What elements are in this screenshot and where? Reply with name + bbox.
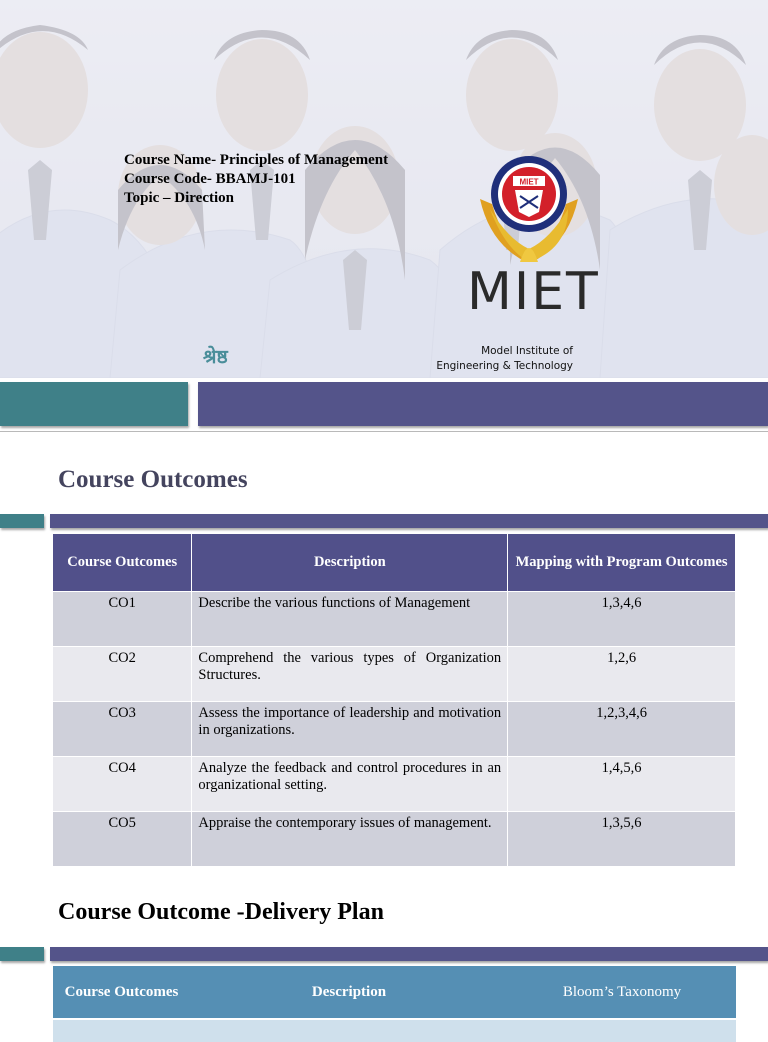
table-cell [53, 1019, 190, 1042]
table-row [53, 757, 736, 812]
section-title-delivery-plan: Course Outcome -Delivery Plan [58, 899, 384, 925]
topic: Topic – Direction [124, 190, 235, 206]
hero-banner [0, 0, 768, 378]
description-cell: Describe the various functions of Management [192, 592, 508, 647]
column-header: Course Outcomes [53, 966, 190, 1019]
institute-tagline [420, 344, 573, 374]
table-header-row [53, 966, 736, 1019]
course-outcomes-table [53, 534, 736, 866]
miet-wordmark: MIET [467, 262, 600, 322]
table-header-row [53, 534, 736, 592]
course-name: Course Name- Principles of Management [124, 152, 389, 168]
section2-indigo-bar [50, 947, 768, 961]
description-cell: Assess the importance of leadership and motivation in organizations. [192, 702, 508, 757]
table-cell [190, 1019, 508, 1042]
tagline-line-1: Model Institute of [481, 345, 573, 357]
table-row [53, 1019, 736, 1042]
section-title-course-outcomes: Course Outcomes [58, 466, 248, 493]
table-row [53, 812, 736, 867]
column-header: Course Outcomes [53, 534, 192, 592]
section1-indigo-bar [50, 514, 768, 528]
column-header: Description [192, 534, 508, 592]
header-teal-bar [0, 382, 188, 426]
table-row [53, 647, 736, 702]
logo-badge-text: MIET [519, 177, 539, 187]
mapping-cell: 1,3,4,6 [508, 592, 736, 647]
section1-teal-bar [0, 514, 44, 528]
table-row [53, 592, 736, 647]
column-header: Description [190, 966, 508, 1019]
header-divider [0, 431, 768, 432]
co-cell: CO1 [53, 592, 192, 647]
description-cell: Analyze the feedback and control procedures in an organizational setting. [192, 757, 508, 812]
co-cell: CO5 [53, 812, 192, 867]
table-row [53, 702, 736, 757]
mapping-cell: 1,2,3,4,6 [508, 702, 736, 757]
mapping-cell: 1,2,6 [508, 647, 736, 702]
tagline-line-2: Engineering & Technology [436, 360, 573, 372]
column-header: Mapping with Program Outcomes [508, 534, 736, 592]
description-cell: Appraise the contemporary issues of management. [192, 812, 508, 867]
co-cell: CO2 [53, 647, 192, 702]
header-indigo-bar [198, 382, 768, 426]
section2-teal-bar [0, 947, 44, 961]
course-info [124, 151, 388, 208]
course-code: Course Code- BBAMJ-101 [124, 171, 296, 187]
column-header: Bloom’s Taxonomy [508, 966, 736, 1019]
co-cell: CO3 [53, 702, 192, 757]
delivery-plan-table [53, 966, 736, 1042]
mapping-cell: 1,3,5,6 [508, 812, 736, 867]
mapping-cell: 1,4,5,6 [508, 757, 736, 812]
shreshth-mark: श्रेष्ठ [203, 346, 228, 368]
description-cell: Comprehend the various types of Organization Structures. [192, 647, 508, 702]
co-cell: CO4 [53, 757, 192, 812]
miet-emblem-icon [470, 154, 588, 264]
table-cell [508, 1019, 736, 1042]
